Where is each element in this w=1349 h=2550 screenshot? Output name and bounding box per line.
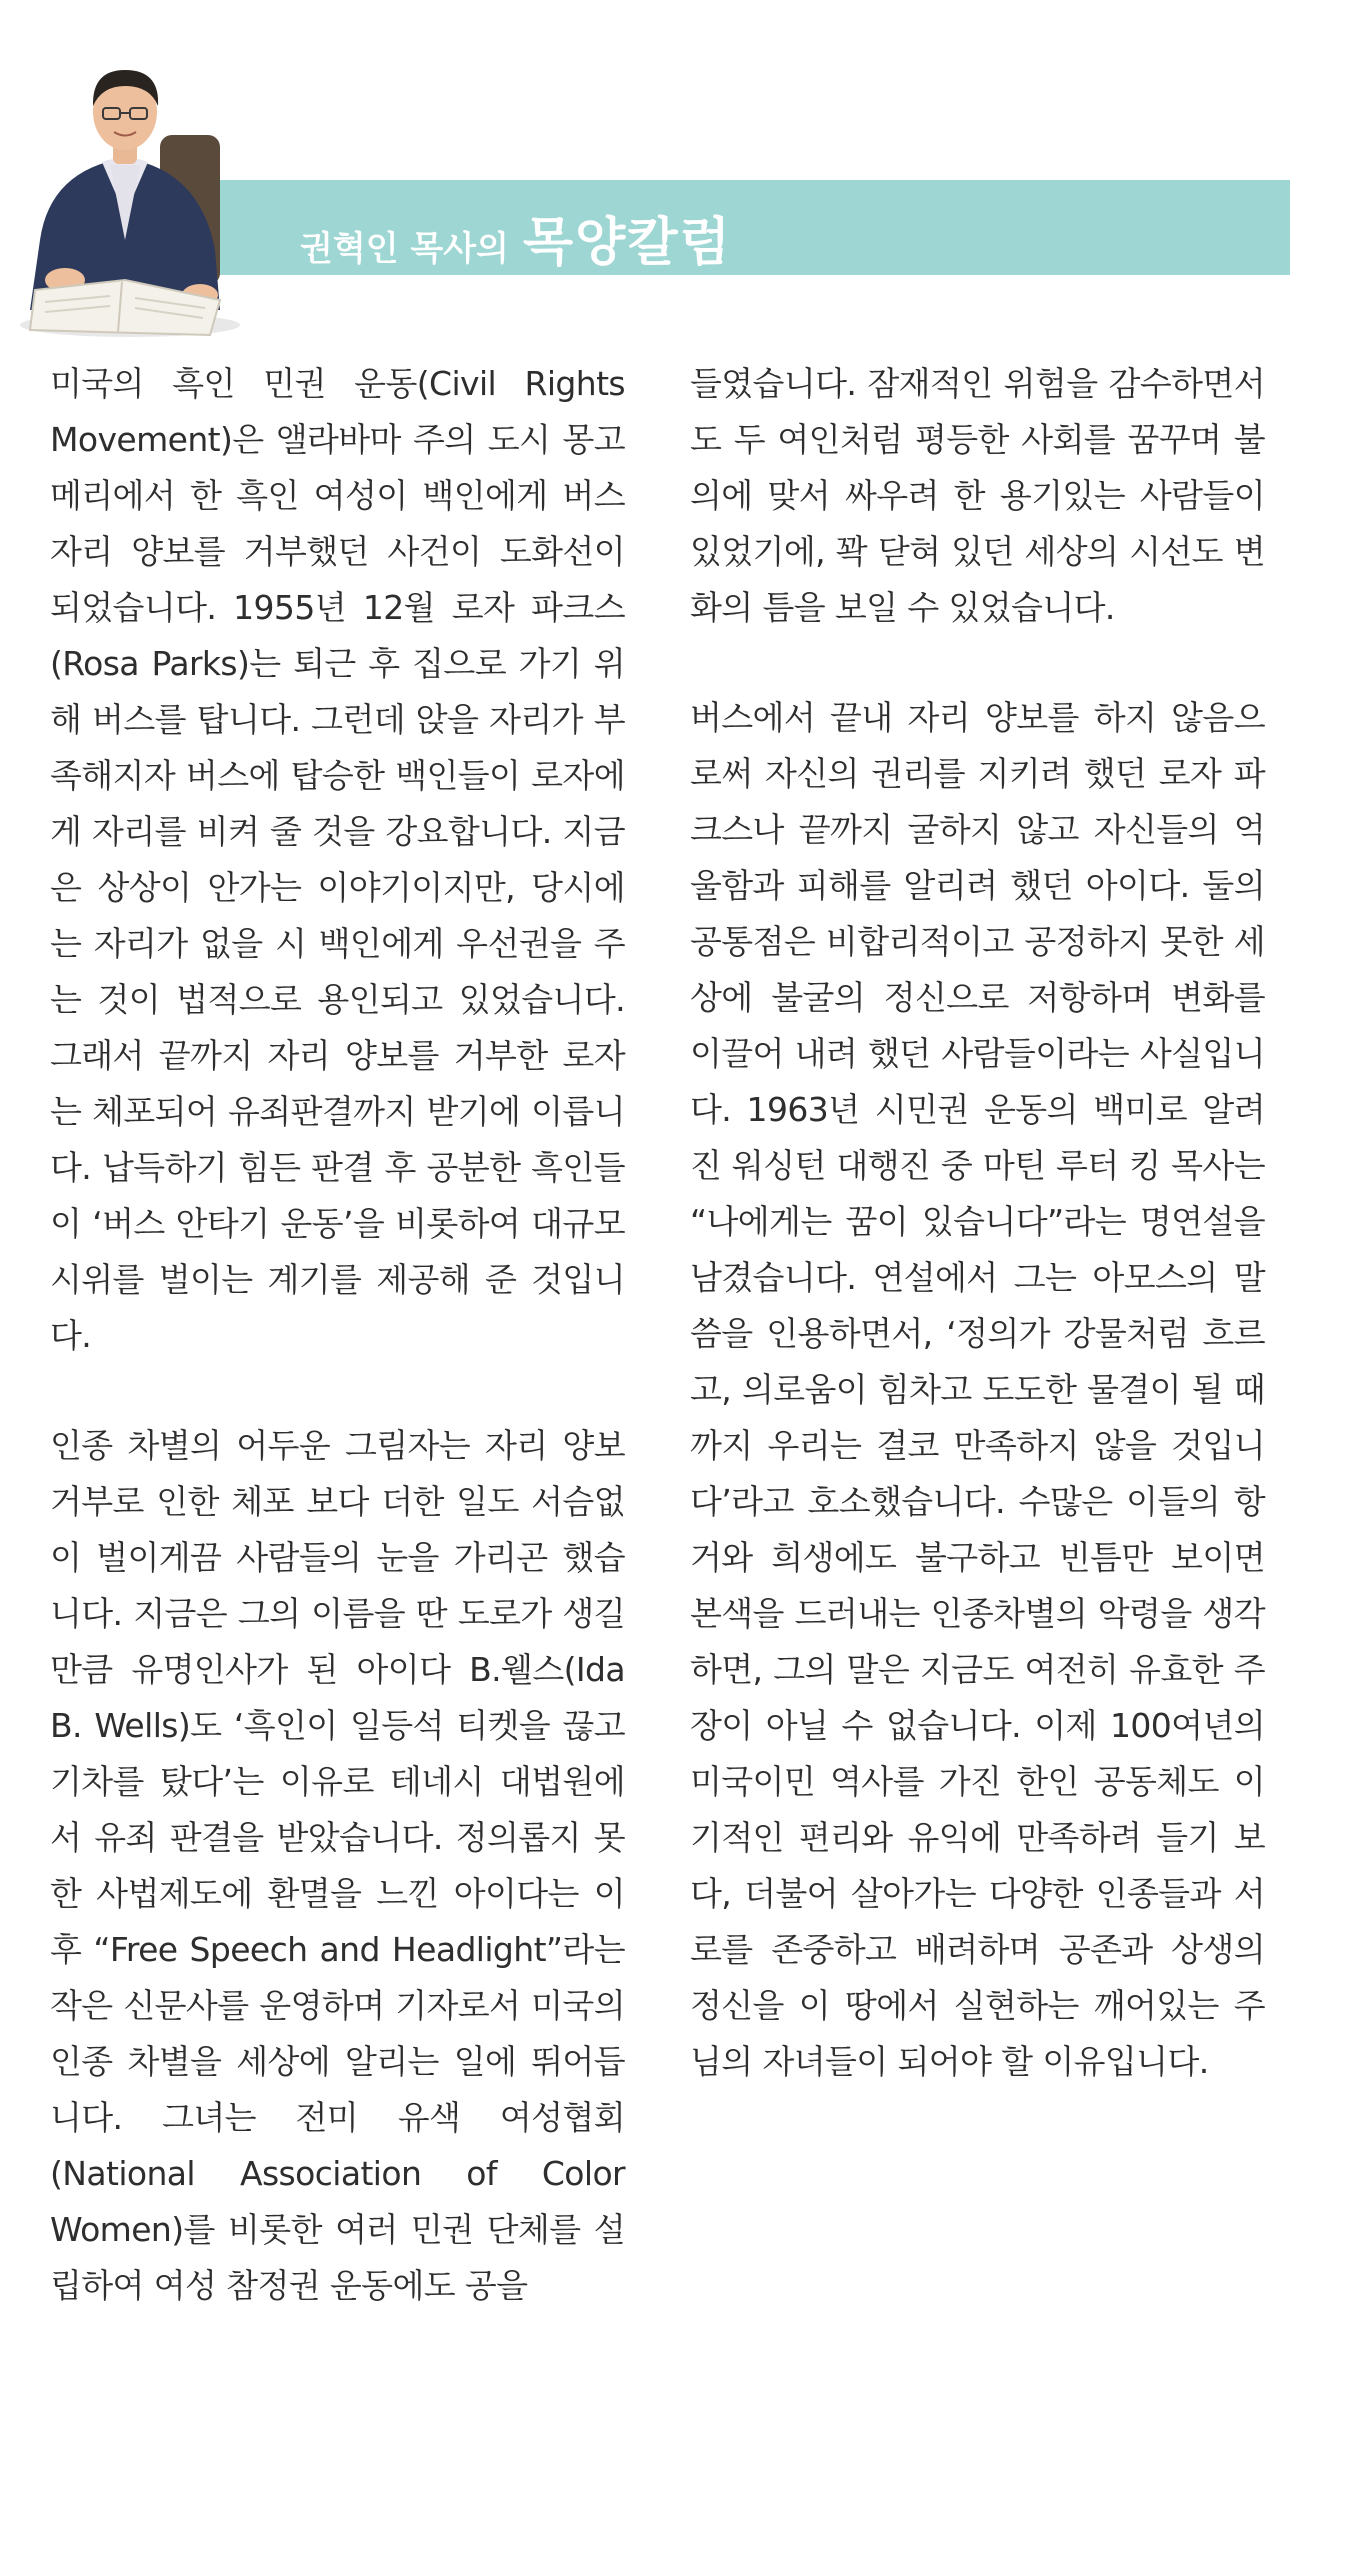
- paragraph: 인종 차별의 어두운 그림자는 자리 양보 거부로 인한 체포 보다 더한 일도 서슴없이 벌이게끔 사람들의 눈을 가리곤 했습니다. 지금은 그의 이름을 딴 도로가 생길만큼 유명인사가 된 아이다 B.웰스(Ida B. Wells)도 ‘흑인이 일등석 티켓을 끊고 기차를 탔다’는 이유로 테네시 대법원에서 유죄 판결을 받았습니다. 정의롭지 못한 사법제도에 환멸을 느낀 아이다는 이후 “Free Speech and Headlight”라는 작은 신문사를 운영하며 기자로서 미국의 인종 차별을 세상에 알리는 일에 뛰어듭니다. 그녀는 전미 유색 여성협회(National Association of Color Women)를 비롯한 여러 민권 단체를 설립하여 여성 참정권 운동에도 공을: [50, 1426, 625, 2305]
- column-title-author: 권혁인 목사의: [300, 229, 509, 269]
- column-title-name: 목양칼럼: [522, 213, 732, 273]
- article-body: [50, 356, 1265, 2314]
- paragraph: 미국의 흑인 민권 운동(Civil Rights Movement)은 앨라바마 주의 도시 몽고메리에서 한 흑인 여성이 백인에게 버스 자리 양보를 거부했던 사건이 도화선이 되었습니다. 1955년 12월 로자 파크스(Rosa Parks)는 퇴근 후 집으로 가기 위해 버스를 탑니다. 그런데 앉을 자리가 부족해지자 버스에 탑승한 백인들이 로자에게 자리를 비켜 줄 것을 강요합니다. 지금은 상상이 안가는 이야기이지만, 당시에는 자리가 없을 시 백인에게 우선권을 주는 것이 법적으로 용인되고 있었습니다. 그래서 끝까지 자리 양보를 거부한 로자는 체포되어 유죄판결까지 받기에 이릅니다. 납득하기 힘든 판결 후 공분한 흑인들이 ‘버스 안타기 운동’을 비롯하여 대규모 시위를 벌이는 계기를 제공해 준 것입니다.: [50, 364, 625, 1355]
- right-column: [690, 356, 1265, 2314]
- left-column: [50, 356, 625, 2314]
- paragraph: 버스에서 끝내 자리 양보를 하지 않음으로써 자신의 권리를 지키려 했던 로자 파크스나 끝까지 굴하지 않고 자신들의 억울함과 피해를 알리려 했던 아이다. 둘의 공통점은 비합리적이고 공정하지 못한 세상에 불굴의 정신으로 저항하며 변화를 이끌어 내려 했던 사람들이라는 사실입니다. 1963년 시민권 운동의 백미로 알려진 워싱턴 대행진 중 마틴 루터 킹 목사는 “나에게는 꿈이 있습니다”라는 명연설을 남겼습니다. 연설에서 그는 아모스의 말씀을 인용하면서, ‘정의가 강물처럼 흐르고, 의로움이 힘차고 도도한 물결이 될 때까지 우리는 결코 만족하지 않을 것입니다’라고 호소했습니다. 수많은 이들의 항거와 희생에도 불구하고 빈틈만 보이면 본색을 드러내는 인종차별의 악령을 생각하면, 그의 말은 지금도 여전히 유효한 주장이 아닐 수 없습니다. 이제 100여년의 미국이민 역사를 가진 한인 공동체도 이기적인 편리와 유익에 만족하려 들기 보다, 더불어 살아가는 다양한 인종들과 서로를 존중하고 배려하며 공존과 상생의 정신을 이 땅에서 실현하는 깨어있는 주님의 자녀들이 되어야 할 이유입니다.: [690, 698, 1265, 2081]
- author-portrait: [10, 40, 240, 340]
- column-header: [0, 0, 1349, 345]
- column-title: [300, 200, 732, 275]
- paragraph: 들였습니다. 잠재적인 위험을 감수하면서도 두 여인처럼 평등한 사회를 꿈꾸며 불의에 맞서 싸우려 한 용기있는 사람들이 있었기에, 꽉 닫혀 있던 세상의 시선도 변화의 틈을 보일 수 있었습니다.: [690, 364, 1265, 627]
